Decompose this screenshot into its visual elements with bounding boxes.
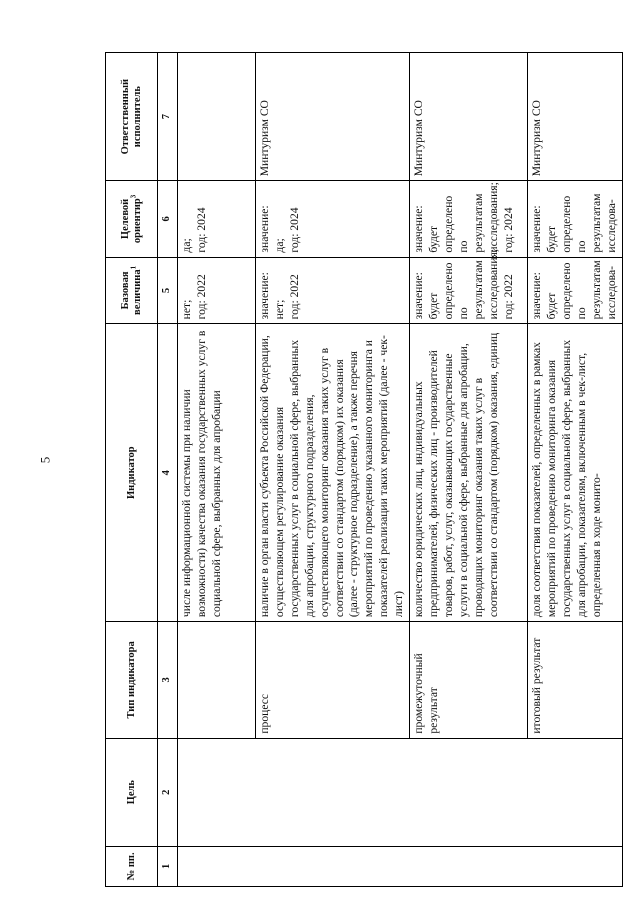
cell-target-line: год: 2024 [501,207,515,253]
header-row [106,53,158,887]
header-type: Тип индикатора [106,622,158,739]
cell-resp: Минтуризм СО [256,53,410,181]
header-indicator: Индикатор [106,324,158,622]
header-target-footnote: 3 [129,194,137,199]
cell-target-line: будет определено по результатам исследова- [544,193,618,253]
cell-target-line: год: 2024 [194,207,208,253]
colnum-6: 6 [158,181,178,257]
cell-base [178,257,256,324]
colnum-7: 7 [158,53,178,181]
cell-base [256,257,410,324]
cell-base-line: год: 2022 [287,274,301,320]
indicator-table [105,52,623,887]
cell-base [528,257,622,324]
page-number: 5 [37,456,53,464]
rotated-table-container [105,52,618,887]
colnum-5: 5 [158,257,178,324]
cell-target-line: значение: [530,205,544,253]
cell-indicator: доля соответствия показателей, определенных в рамках мероприятий по проведению мониторинга оказания государственных услуг в социальной сфере, выбранных для апробации, показателям, включенным в чек-лист, определенная в ходе монито- [528,324,622,622]
header-num: № пп. [106,846,158,886]
cell-target-line: да; [272,238,286,253]
cell-target-line: значение: [412,205,426,253]
cell-base-line: значение: [258,272,271,320]
header-target [106,181,158,257]
header-base [106,257,158,324]
cell-base-line: год: 2022 [194,274,208,320]
cell-base-line: нет; [272,299,286,320]
cell-type: процесс [256,622,410,739]
cell-resp: Минтуризм СО [528,53,622,181]
cell-base [410,248,528,324]
colnum-1: 1 [158,846,178,886]
cell-base-line: нет; [180,299,193,320]
cell-target [410,181,528,257]
header-resp: Ответственный исполнитель [106,53,158,181]
cell-resp [178,53,256,181]
header-base-footnote: 1 [129,265,137,270]
cell-target [528,181,622,257]
header-goal: Цель [106,738,158,846]
cell-indicator: количество юридических лиц, индивидуальных предпринимателей, физических лиц - производителей товаров, работ, услуг, оказывающих государственные услуги в социальной сфере, выбранные для апробации, проводящих мониторинг оказания таких услуг в соответствии со стандартом (порядком) оказания, единиц [410,324,528,622]
cell-goal [178,738,623,846]
cell-target-line: будет определено по результатам исследования; [426,182,500,253]
cell-base-line: значение: [412,272,426,320]
cell-base-line: значение: [530,272,544,320]
colnum-3: 3 [158,622,178,739]
cell-base-line: будет определено по результатам исследова- [544,260,618,320]
cell-target-line: значение: [258,205,271,253]
table-row [178,53,256,887]
cell-type: промежуточный результат [410,622,528,739]
cell-base-line: год: 2022 [501,274,515,320]
colnum-4: 4 [158,324,178,622]
column-number-row [158,53,178,887]
header-base-label: Базовая величина [119,269,143,315]
cell-target-line: год: 2024 [287,207,301,253]
header-target-label: Целевой ориентир [119,198,143,244]
cell-type: итоговый результат [528,622,622,739]
cell-num [178,846,623,886]
cell-target-line: да; [180,238,193,253]
cell-target [256,181,410,257]
cell-base-line: будет определено по результатам исследования; [426,248,500,320]
cell-indicator: наличие в орган власти субъекта Российской Федерации, осуществляющем регулирование оказания государственных услуг в социальной сфере, выбранных для апробации, структурного подразделения, осуществляющего мониторинг оказания таких услуг в соответствии со стандартом (порядком) их оказания (далее - структурное подразделение), а также перечня мероприятий по проведению указанного мониторинга и показателей реализации таких мероприятий (далее - чек-лист) [256,324,410,622]
cell-resp: Минтуризм СО [410,53,528,181]
cell-type [178,622,256,739]
colnum-2: 2 [158,738,178,846]
cell-target [178,181,256,257]
cell-indicator: числе информационной системы при наличии возможности) качества оказания государственных услуг в социальной сфере, выбранных для апробации [178,324,256,622]
